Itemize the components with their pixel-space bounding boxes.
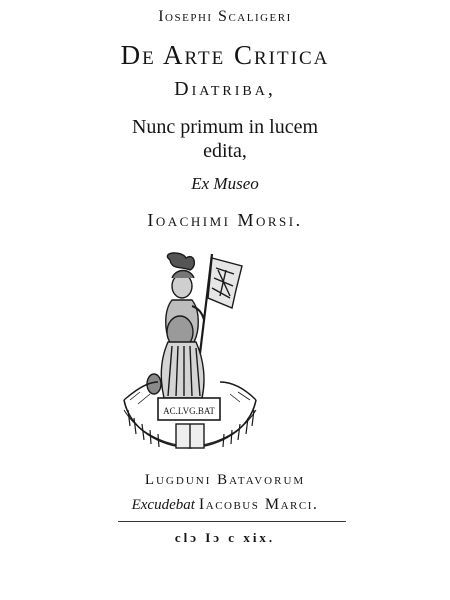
author-line: Iosephi Scaligeri (158, 8, 292, 25)
edita-line: edita, (203, 140, 247, 162)
imprint-place: Lugduni Batavorum (144, 472, 306, 488)
printers-emblem (120, 250, 260, 460)
emblem-plaque-text: AC.LVG.BAT (163, 406, 215, 416)
book-title: De Arte Critica (120, 40, 330, 70)
printer-name: Iacobus Marci. (198, 496, 319, 513)
owner-name-line: Ioachimi Morsi. (147, 210, 303, 230)
nunc-primum-line: Nunc primum in lucem (131, 116, 319, 138)
divider-rule (118, 521, 346, 522)
publication-year: clɔ Iɔ c xix. (174, 530, 276, 545)
ex-museo-line: Ex Museo (191, 174, 259, 193)
printer-prefix: Excudebat (131, 497, 195, 513)
printer-line (0, 496, 450, 514)
book-subtitle: Diatriba, (174, 78, 276, 100)
